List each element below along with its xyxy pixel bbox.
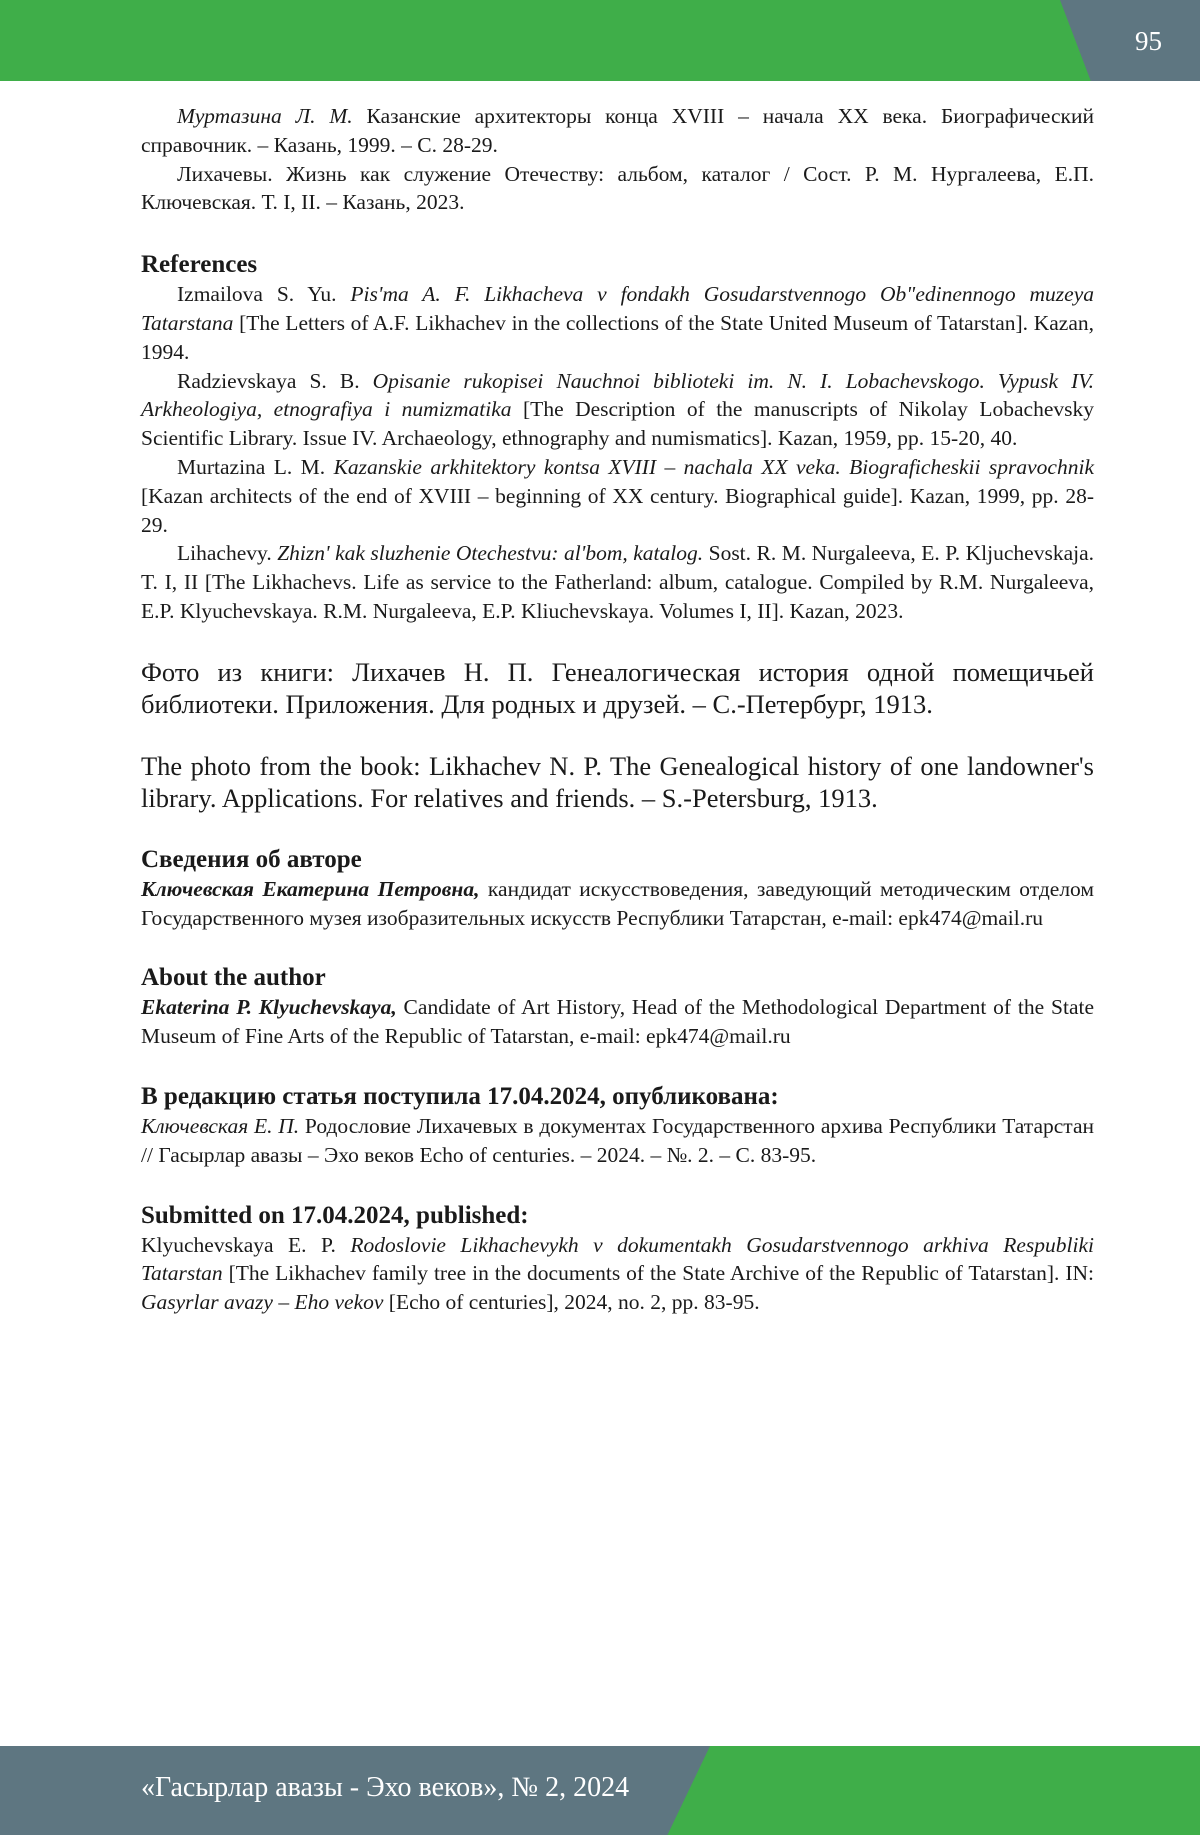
- citation-en: Klyuchevskaya E. P. Rodoslovie Likhachevykh v dokumentakh Gosudarstvennogo arkhiva Respubliki Tatarstan [The Likhachev family tree in the documents of the State Archive of the Republic of Tatarstan]. IN: Gasyrlar avazy – Eho vekov [Echo of centuries], 2024, no. 2, pp. 83-95.: [141, 1232, 1095, 1315]
- page-number: 95: [1135, 26, 1162, 56]
- reference-item: Izmailova S. Yu. Pis'ma A. F. Likhacheva v fondakh Gosudarstvennogo Ob"edinennogo muzeya Tatarstana [The Letters of A.F. Likhachev in the collections of the State United Museum of Tatarstan]. Kazan, 1994.: [141, 282, 1094, 364]
- header-bar: [0, 0, 1200, 81]
- reference-item: Radzievskaya S. B. Opisanie rukopisei Nauchnoi biblioteki im. N. I. Lobachevskogo. Vypusk IV. Arkheologiya, etnografiya i numizmatika [The Description of the manuscripts of Nikolay Lobachevsky Scientific Library. Issue IV. Archaeology, ethnography and numismatics]. Kazan, 1959, pp. 15-20, 40.: [141, 368, 1094, 451]
- reference-item: Lihachevy. Zhizn' kak sluzhenie Otechestvu: al'bom, katalog. Sost. R. M. Nurgaleeva, E. P. Kljuchevskaja. T. I, II [The Likhachevs. Life as service to the Fatherland: album, catalogue. Compiled by R.M. Nurgaleeva, E.P. Klyuchevskaya. R.M. Nurgaleeva, E.P. Kliuchevskaya. Volumes I, II]. Kazan, 2023.: [141, 541, 1095, 623]
- literature-author: Муртазина Л. М.: [177, 104, 353, 128]
- author-name-en: Ekaterina P. Klyuchevskaya,: [141, 995, 397, 1020]
- page-content: [141, 102, 1094, 1317]
- author-info-en: Ekaterina P. Klyuchevskaya, Candidate of Art History, Head of the Methodological Department of the State Museum of Fine Arts of the Republic of Tatarstan, e-mail: epk474@mail.ru: [141, 995, 1094, 1049]
- reference-item: Murtazina L. M. Kazanskie arkhitektory kontsa XVIII – nachala XX veka. Biograficheskii spravochnik [Kazan architects of the end of XVIII – beginning of XX century. Biographical guide]. Kazan, 1999, pp. 28-29.: [141, 454, 1094, 537]
- literature-item: Муртазина Л. М. Казанские архитекторы конца XVIII – начала XX века. Биографический справочник. – Казань, 1999. – С. 28-29.: [141, 104, 1095, 157]
- photo-source-en: The photo from the book: Likhachev N. P. The Genealogical history of one landowner's library. Applications. For relatives and friends. – S.-Petersburg, 1913.: [141, 750, 1094, 813]
- author-heading-en: About the author: [141, 964, 326, 992]
- literature-item: Лихачевы. Жизнь как служение Отечеству: альбом, каталог / Сост. Р. М. Нургалеева, Е.П. Ключевская. Т. I, II. – Казань, 2023.: [141, 161, 1094, 215]
- submitted-heading-en: Submitted on 17.04.2024, published:: [141, 1201, 529, 1229]
- journal-title: «Гасырлар авазы - Эхо веков», № 2, 2024: [141, 1772, 630, 1803]
- citation-ru: Ключевская Е. П. Родословие Лихачевых в документах Государственного архива Республики Татарстан // Гасырлар авазы – Эхо веков Echo of centuries. – 2024. – №. 2. – С. 83-95.: [141, 1113, 1094, 1167]
- author-heading-ru: Сведения об авторе: [141, 845, 362, 873]
- author-name-ru: Ключевская Екатерина Петровна,: [141, 876, 480, 901]
- submitted-heading-ru: В редакцию статья поступила 17.04.2024, опубликована:: [141, 1082, 779, 1110]
- references-heading: References: [141, 251, 258, 279]
- photo-source-ru: Фото из книги: Лихачев Н. П. Генеалогическая история одной помещичьей библиотеки. Приложения. Для родных и друзей. – С.-Петербург, 1913.: [141, 656, 1094, 719]
- author-info-ru: Ключевская Екатерина Петровна, кандидат искусствоведения, заведующий методическим отделом Государственного музея изобразительных искусств Республики Татарстан, e-mail: epk474@mail.ru: [141, 876, 1095, 930]
